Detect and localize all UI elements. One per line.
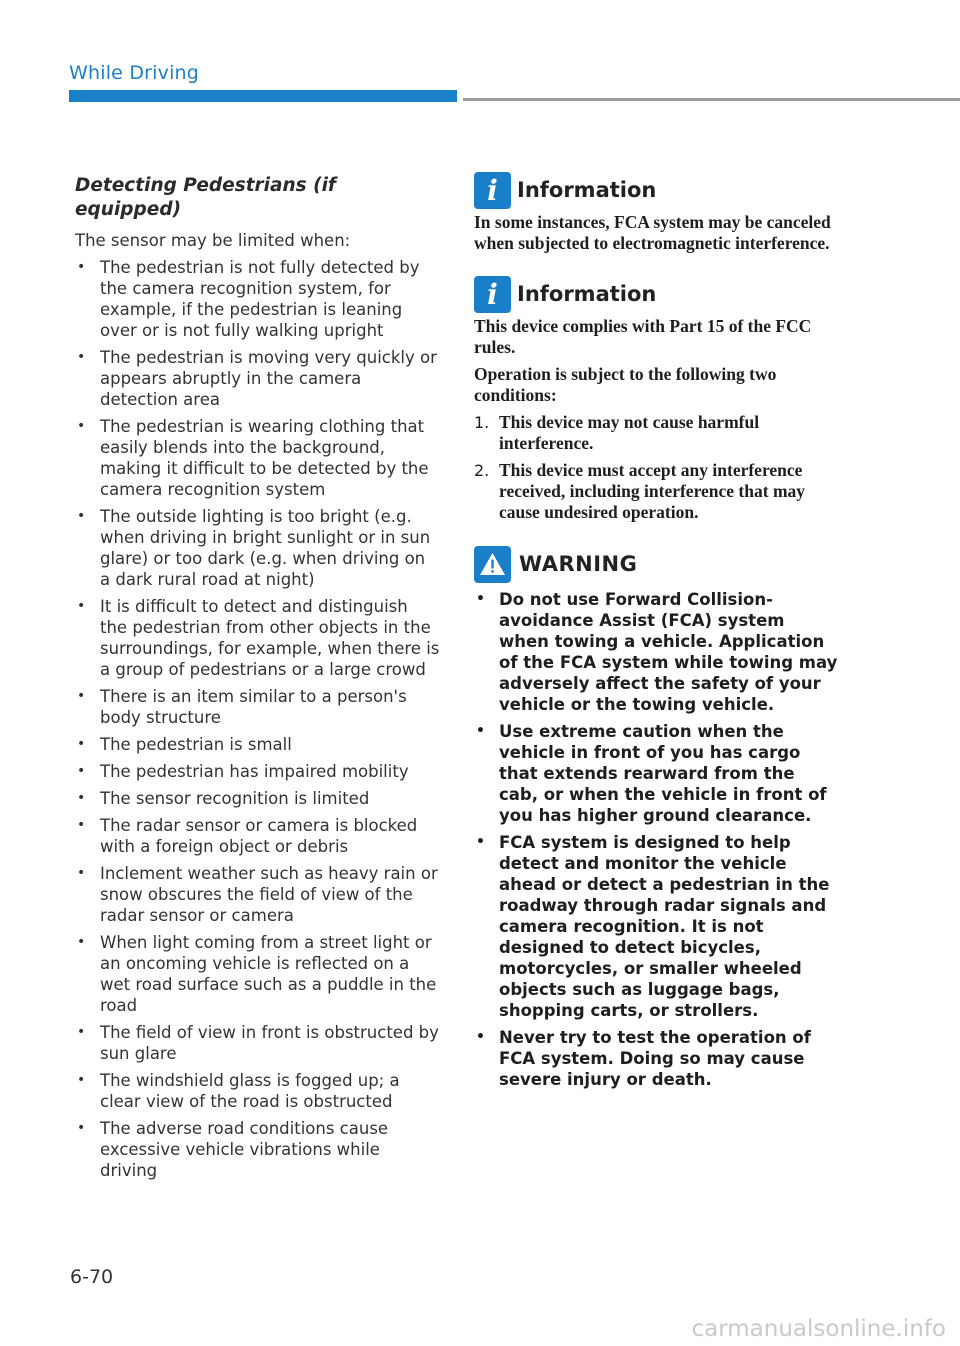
section-header: While Driving — [69, 62, 200, 84]
warning-box — [474, 545, 839, 1090]
information-box-2 — [474, 276, 839, 523]
list-item: • The radar sensor or camera is blocked with a foreign object or debris — [75, 815, 440, 857]
header-rule — [463, 98, 960, 101]
warning-heading — [474, 545, 839, 583]
list-item: • FCA system is designed to help detect and monitor the vehicle ahead or detect a pedestrian in the roadway through radar signals and camera recognition. It is not designed to detect bicycles, motorcycles, or smaller wheeled objects such as luggage bags, shopping carts, or strollers. — [474, 832, 839, 1021]
conditions-list — [474, 412, 839, 523]
list-item: • Do not use Forward Collision-avoidance Assist (FCA) system when towing a vehicle. Application of the FCA system while towing may adversely affect the safety of your vehicle or the towing vehicle. — [474, 589, 839, 715]
information-heading — [474, 276, 839, 312]
list-item: • When light coming from a street light or an oncoming vehicle is reflected on a wet road surface such as a puddle in the road — [75, 932, 440, 1016]
information-title: Information — [517, 282, 657, 306]
list-number: 2. — [474, 461, 490, 480]
information-text: In some instances, FCA system may be canceled when subjected to electromagnetic interference. — [474, 212, 831, 253]
list-item: • The pedestrian has impaired mobility — [75, 761, 440, 782]
warning-title: WARNING — [519, 552, 638, 576]
list-item: • The pedestrian is not fully detected by the camera recognition system, for example, if the pedestrian is leaning over or is not fully walking upright — [75, 257, 440, 341]
left-column — [75, 174, 440, 1187]
info-icon: i — [474, 172, 511, 209]
conditions-text: Operation is subject to the following two conditions: — [474, 364, 777, 405]
intro-text: The sensor may be limited when: — [75, 231, 351, 250]
list-item: • The adverse road conditions cause excessive vehicle vibrations while driving — [75, 1118, 440, 1181]
info-icon: i — [474, 276, 511, 313]
list-item: • The pedestrian is moving very quickly or appears abruptly in the camera detection area — [75, 347, 440, 410]
warning-triangle-icon — [474, 546, 511, 583]
list-item: • It is difficult to detect and distinguish the pedestrian from other objects in the surroundings, for example, when there is a group of pedestrians or a large crowd — [75, 596, 440, 680]
list-number: 1. — [474, 413, 490, 432]
information-heading — [474, 172, 839, 208]
list-item: • Never try to test the operation of FCA system. Doing so may cause severe injury or death. — [474, 1027, 839, 1090]
list-item: • The pedestrian is wearing clothing that easily blends into the background, making it difficult to be detected by the camera recognition system — [75, 416, 440, 500]
list-item: • Use extreme caution when the vehicle in front of you has cargo that extends rearward from the cab, or when the vehicle in front of you has higher ground clearance. — [474, 721, 839, 826]
right-column — [474, 172, 839, 1112]
header-rule-accent — [69, 90, 457, 102]
warning-list — [474, 589, 839, 1090]
section-title: Detecting Pedestrians (if equipped) — [75, 175, 336, 220]
list-item: • The sensor recognition is limited — [75, 788, 440, 809]
limitation-list — [75, 257, 440, 1181]
information-box-1 — [474, 172, 839, 254]
list-item: • The outside lighting is too bright (e.g. when driving in bright sunlight or in sun glare) or too dark (e.g. when driving on a dark rural road at night) — [75, 506, 440, 590]
list-item: • The field of view in front is obstructed by sun glare — [75, 1022, 440, 1064]
fcc-compliance-text: This device complies with Part 15 of the FCC rules. — [474, 316, 812, 357]
list-item-text: This device may not cause harmful interference. — [499, 412, 760, 453]
list-item: • There is an item similar to a person's body structure — [75, 686, 440, 728]
list-item: • The pedestrian is small — [75, 734, 440, 755]
list-item — [474, 412, 839, 454]
list-item-text: This device must accept any interference received, including interference that may cause undesired operation. — [499, 460, 806, 522]
list-item: • Inclement weather such as heavy rain or snow obscures the field of view of the radar sensor or camera — [75, 863, 440, 926]
watermark: carmanualsonline.info — [691, 1316, 946, 1342]
information-title: Information — [517, 178, 657, 202]
page-number: 6-70 — [70, 1266, 114, 1288]
list-item — [474, 460, 839, 523]
list-item: • The windshield glass is fogged up; a clear view of the road is obstructed — [75, 1070, 440, 1112]
